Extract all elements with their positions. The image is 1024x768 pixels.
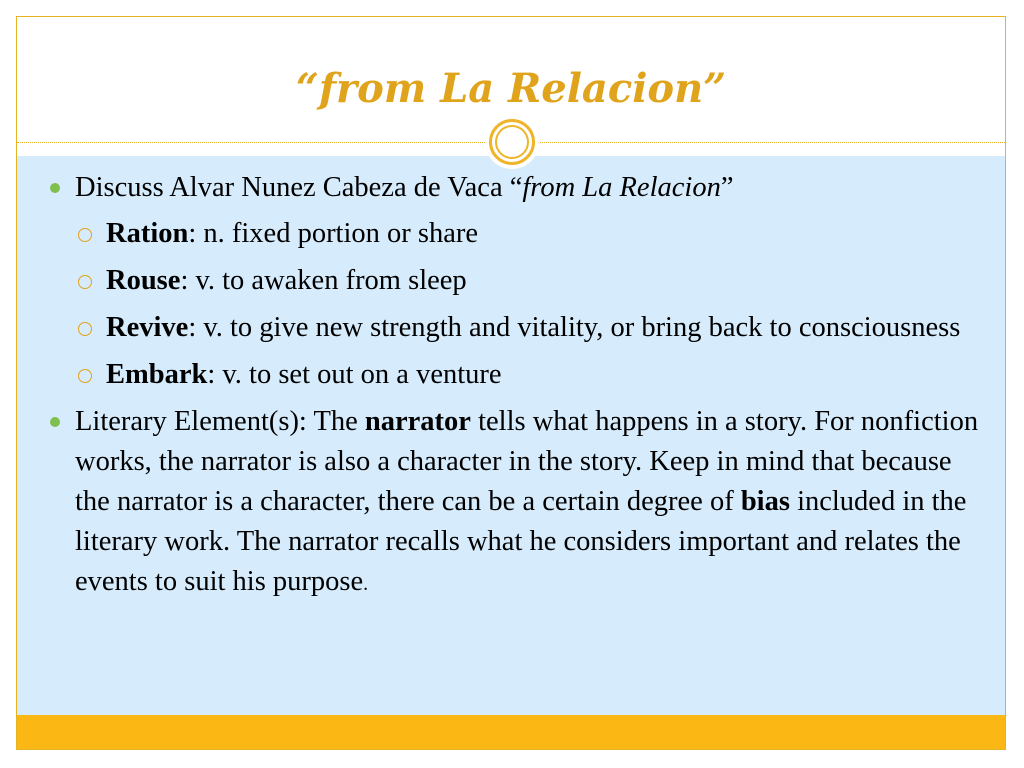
- vocab-definition: : v. to awaken from sleep: [180, 265, 467, 296]
- green-bullet-icon: [50, 417, 60, 427]
- keyword-narrator: narrator: [364, 406, 471, 437]
- hollow-circle-bullet-icon: [78, 275, 92, 289]
- footer-bar: [17, 715, 1005, 749]
- keyword-bias: bias: [740, 486, 790, 517]
- bullet-item-literary-element: [44, 402, 984, 604]
- literary-text-end: .: [363, 573, 369, 595]
- hollow-circle-bullet-icon: [78, 369, 92, 383]
- vocab-term: Ration: [106, 218, 189, 249]
- literary-text-part3: included in the literary work. The narrator recalls what he considers important and relates the events to suit his purpose: [75, 486, 967, 597]
- bullet-text: Discuss Alvar Nunez Cabeza de Vaca “: [75, 172, 523, 203]
- closing-quote: ”: [720, 172, 734, 203]
- vocab-definition: : v. to give new strength and vitality, or bring back to consciousness: [188, 312, 961, 343]
- vocab-item: [44, 261, 984, 301]
- vocab-item: [44, 308, 984, 348]
- circle-ornament-inner-ring: [495, 125, 529, 159]
- green-bullet-icon: [50, 183, 60, 193]
- vocab-definition: : n. fixed portion or share: [188, 218, 479, 249]
- vocab-item: [44, 214, 984, 254]
- vocabulary-list: [44, 214, 984, 395]
- vocab-term: Revive: [106, 312, 189, 343]
- literary-text-part2: tells what happens in a story. For nonfiction works, the narrator is also a character in the story. Keep in mind that because the narrator is a character, there can be a certain degree of: [75, 406, 979, 517]
- slide-body: [44, 168, 984, 610]
- hollow-circle-bullet-icon: [78, 228, 92, 242]
- literary-text-part1: Literary Element(s): The: [75, 406, 365, 437]
- vocab-item: [44, 355, 984, 395]
- vocab-term: Embark: [106, 359, 208, 390]
- vocab-term: Rouse: [106, 265, 181, 296]
- hollow-circle-bullet-icon: [78, 322, 92, 336]
- work-title: from La Relacion: [522, 172, 721, 203]
- vocab-definition: : v. to set out on a venture: [207, 359, 502, 390]
- bullet-item-discuss: [44, 168, 984, 208]
- slide-title: “from La Relacion”: [295, 65, 727, 112]
